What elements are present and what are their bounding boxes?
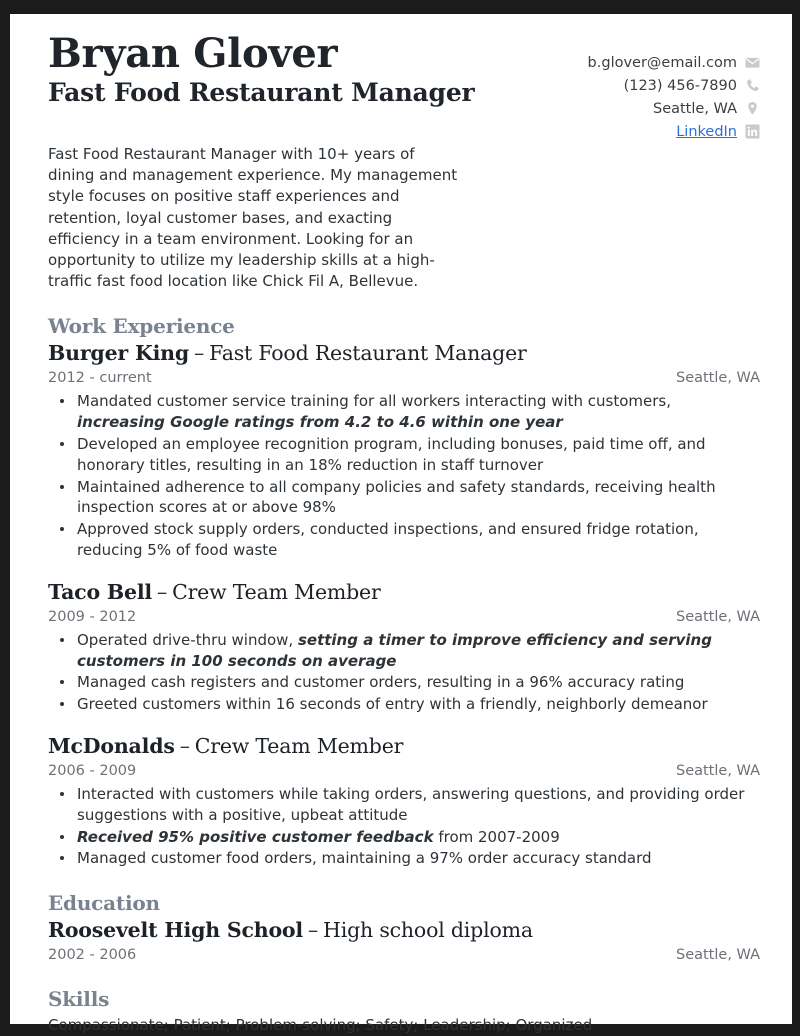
experience-entry (48, 579, 760, 715)
entry-dates: 2002 - 2006 (48, 947, 137, 964)
entry-role: Crew Team Member (194, 733, 404, 758)
header-job-title: Fast Food Restaurant Manager (48, 78, 475, 107)
resume-content (48, 32, 760, 1036)
page-title: Bryan Glover (48, 30, 338, 77)
entry-role: Crew Team Member (172, 579, 381, 604)
bullet-list (48, 784, 760, 869)
entry-heading (48, 917, 760, 944)
contact-text: b.glover@email.com (587, 54, 737, 71)
entry-heading (48, 579, 760, 606)
organization-name: McDonalds (48, 733, 175, 758)
section-title-education: Education (48, 891, 160, 916)
experience-entry (48, 733, 760, 869)
entry-meta (48, 368, 760, 388)
envelope-icon (745, 55, 760, 70)
bullet-list (48, 630, 760, 715)
entry-role: High school diploma (323, 918, 533, 943)
contact-block (460, 52, 760, 144)
entry-location: Seattle, WA (675, 947, 760, 964)
location-pin-icon (745, 101, 760, 116)
entry-meta (48, 607, 760, 627)
entry-dates: 2009 - 2012 (48, 608, 137, 625)
contact-row[interactable] (460, 121, 760, 142)
entry-separator: – (194, 341, 205, 366)
resume-header (48, 30, 760, 140)
bullet-item: Developed an employee recognition program, including bonuses, paid time off, and honorary titles, resulting in an 18% reduction in staff turnover (48, 434, 760, 476)
entry-meta (48, 761, 760, 781)
bullet-emphasis: increasing Google ratings from 4.2 to 4.6 within one year (77, 413, 563, 432)
contact-text: (123) 456-7890 (623, 77, 737, 94)
entry-dates: 2006 - 2009 (48, 762, 137, 779)
bullet-item: Approved stock supply orders, conducted inspections, and ensured fridge rotation, reducing 5% of food waste (48, 519, 760, 561)
bullet-item: Managed cash registers and customer orders, resulting in a 96% accuracy rating (48, 672, 760, 693)
contact-row (460, 98, 760, 119)
skills-list: Compassionate; Patient; Problem-solving; Safety; Leadership; Organized (48, 1016, 593, 1035)
entry-separator: – (307, 918, 319, 943)
experience-entry (48, 917, 760, 965)
entry-meta (48, 945, 760, 965)
linkedin-link[interactable]: LinkedIn (676, 123, 737, 140)
bullet-list (48, 391, 760, 560)
professional-summary: Fast Food Restaurant Manager with 10+ years of dining and management experience. My management style focuses on positive staff experiences and retention, loyal customer bases, and exacting efficiency in a team environment. Looking for an opportunity to utilize my leadership skills at a high-traffic fast food location like Chick Fil A, Bellevue. (48, 145, 458, 291)
bullet-item: Interacted with customers while taking orders, answering questions, and providing order suggestions with a positive, upbeat attitude (48, 784, 760, 826)
experience-entry (48, 340, 760, 560)
entry-heading (48, 733, 760, 760)
bullet-item: Greeted customers within 16 seconds of entry with a friendly, neighborly demeanor (48, 694, 760, 715)
linkedin-icon (745, 124, 760, 139)
entry-role: Fast Food Restaurant Manager (209, 341, 527, 366)
entry-separator: – (157, 579, 168, 604)
contact-row (460, 75, 760, 96)
name-block (48, 32, 478, 108)
section-title-skills: Skills (48, 987, 110, 1012)
contact-text: Seattle, WA (652, 100, 737, 117)
bullet-item: Operated drive-thru window, setting a timer to improve efficiency and serving customers in 100 seconds on average (48, 630, 760, 672)
organization-name: Taco Bell (48, 579, 153, 604)
phone-icon (745, 78, 760, 93)
bullet-item: Maintained adherence to all company policies and safety standards, receiving health inspection scores at or above 98% (48, 477, 760, 519)
contact-row (460, 52, 760, 73)
entry-location: Seattle, WA (675, 370, 760, 387)
bullet-item: Received 95% positive customer feedback from 2007-2009 (48, 827, 760, 848)
entry-separator: – (179, 733, 190, 758)
bullet-item: Managed customer food orders, maintaining a 97% order accuracy standard (48, 848, 760, 869)
entry-location: Seattle, WA (675, 608, 760, 625)
entry-heading (48, 340, 760, 367)
organization-name: Burger King (48, 341, 189, 366)
entry-dates: 2012 - current (48, 370, 152, 387)
bullet-emphasis: setting a timer to improve efficiency and serving customers in 100 seconds on average (77, 630, 712, 670)
organization-name: Roosevelt High School (48, 918, 303, 943)
resume-sections (48, 314, 760, 1036)
section-title-work-experience: Work Experience (48, 314, 235, 339)
resume-page (10, 14, 792, 1035)
bullet-item: Mandated customer service training for all workers interacting with customers, increasing Google ratings from 4.2 to 4.6 within one year (48, 391, 760, 433)
entry-location: Seattle, WA (675, 762, 760, 779)
bullet-emphasis: Received 95% positive customer feedback (77, 827, 434, 846)
